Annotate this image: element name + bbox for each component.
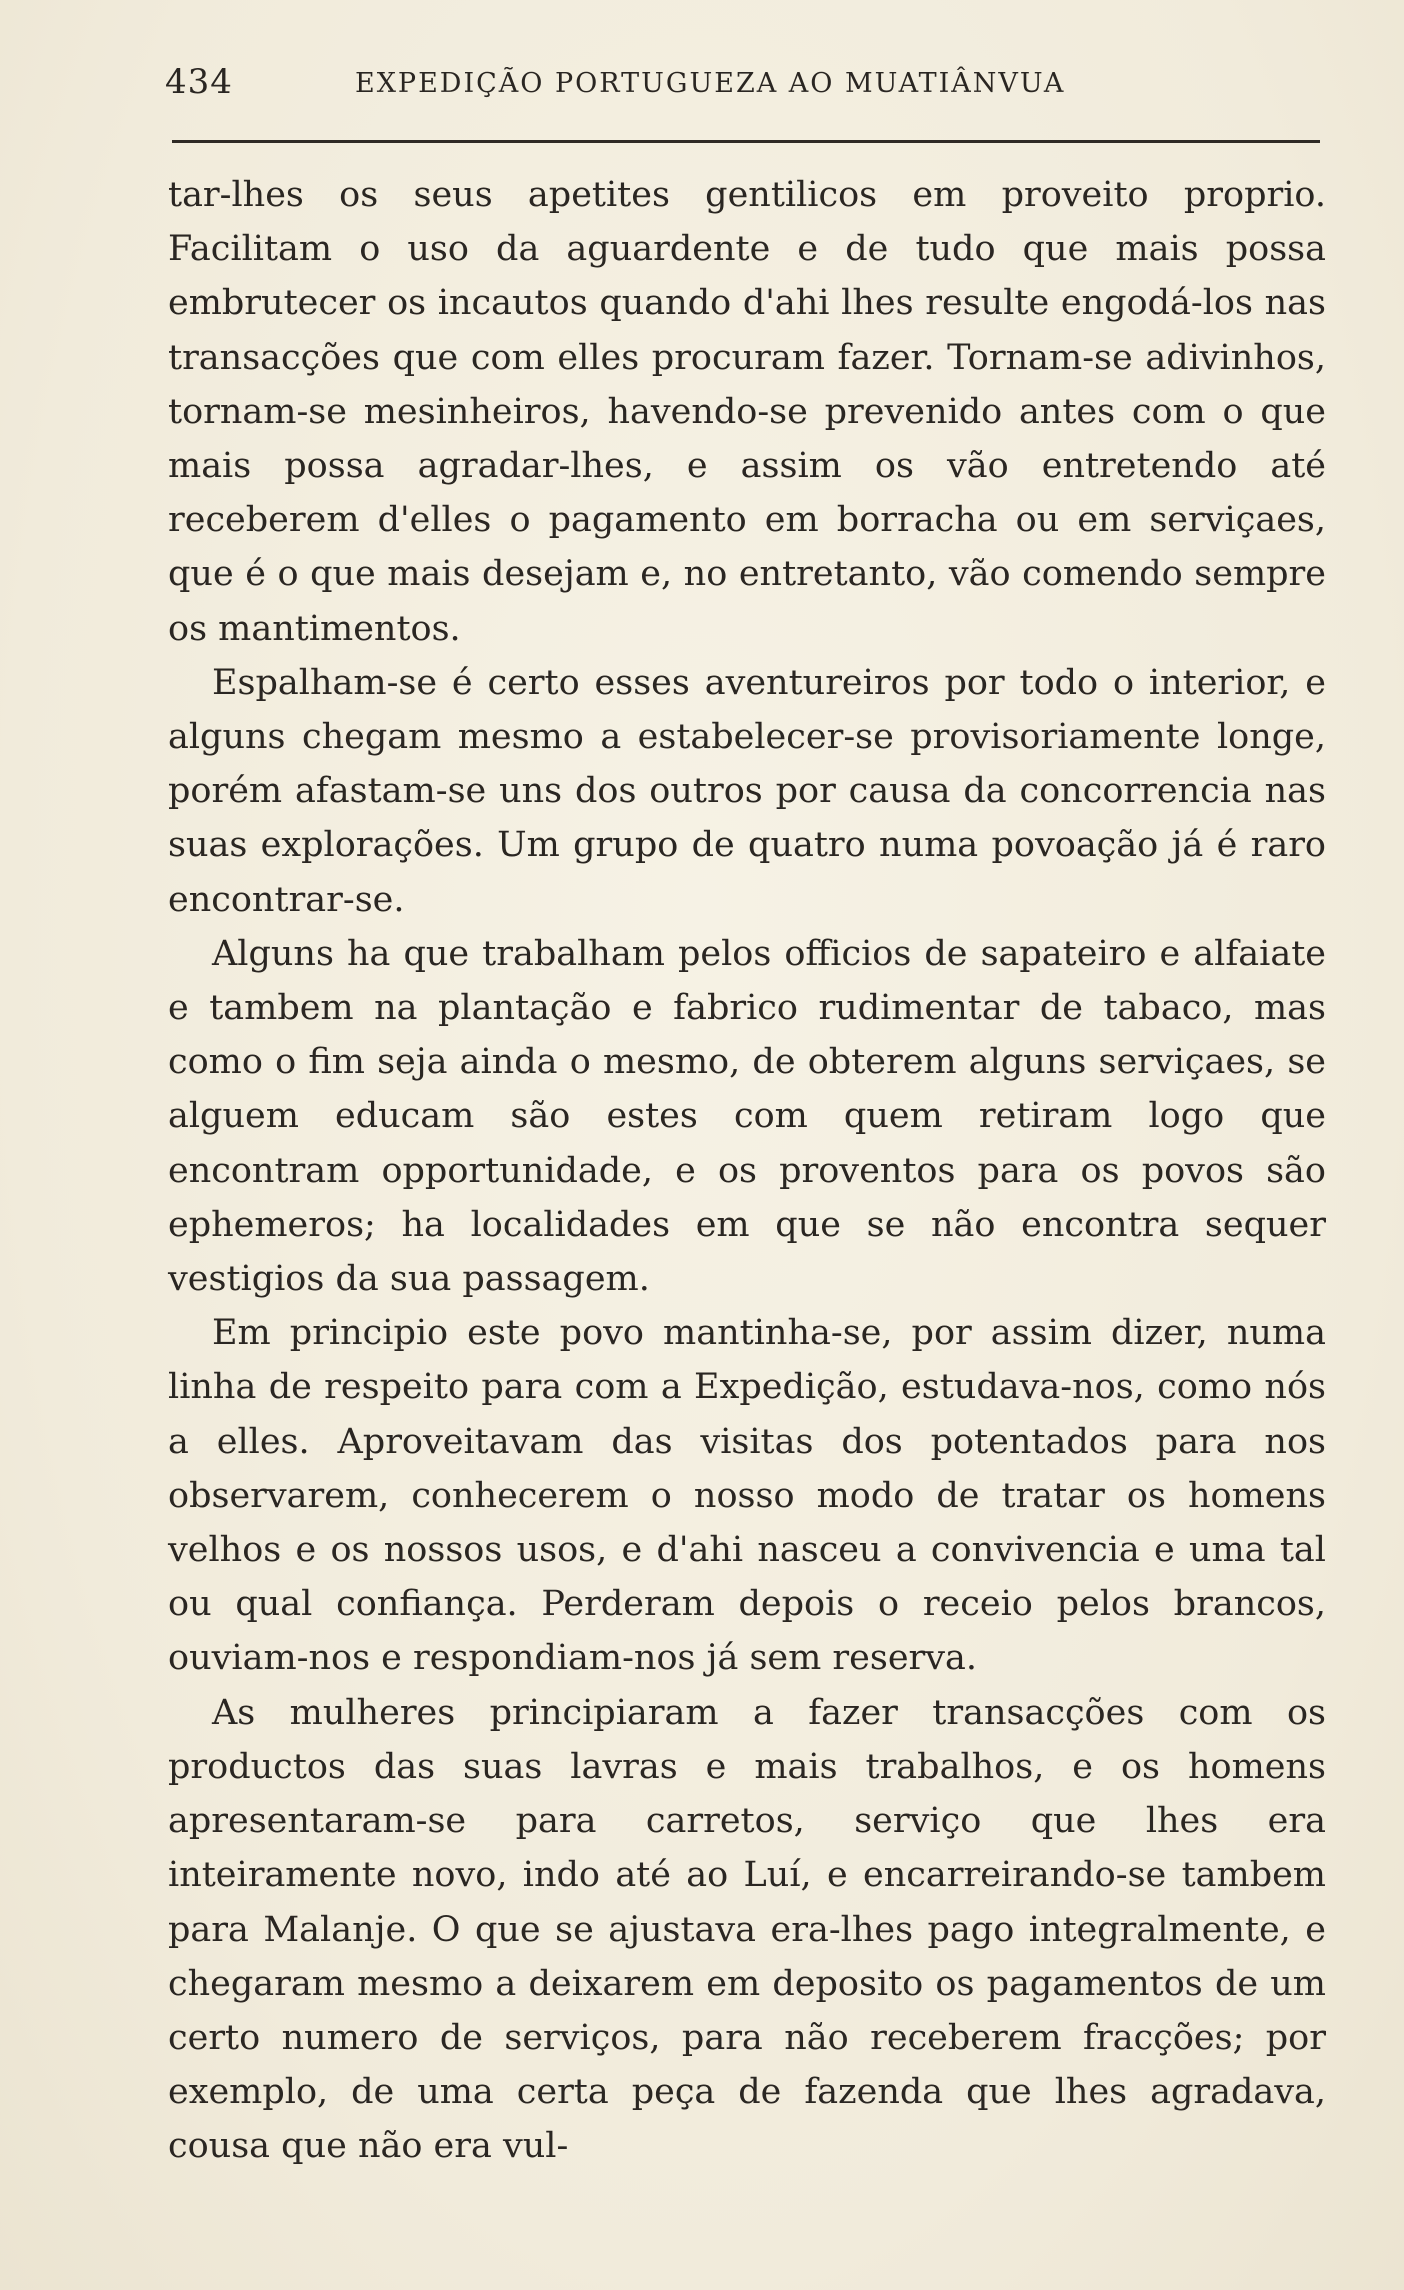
paragraph: As mulheres principiaram a fazer transacções com os productos das suas lavras e mais trabalhos, e os homens apresentaram-se para carretos, serviço que lhes era inteiramente novo, indo até ao Luí, e encarreirando-se tambem para Malanje. O que se ajustava era-lhes pago integralmente, e chegaram mesmo a deixarem em deposito os pagamentos de um certo numero de serviços, para não receberem fracções; por exemplo, de uma certa peça de fazenda que lhes agradava, cousa que não era vul-: [168, 1692, 1326, 2167]
paragraph: tar-lhes os seus apetites gentilicos em proveito proprio. Facilitam o uso da aguardente e de tudo que mais possa embrutecer os incautos quando d'ahi lhes resulte engodá-los nas transacções que com elles procuram fazer. Tornam-se adivinhos, tornam-se mesinheiros, havendo-se prevenido antes com o que mais possa agradar-lhes, e assim os vão entretendo até receberem d'elles o pagamento em borracha ou em serviçaes, que é o que mais desejam e, no entretanto, vão comendo sempre os mantimentos.: [168, 175, 1326, 649]
page-header: [165, 62, 1325, 112]
paragraph: Alguns ha que trabalham pelos officios de sapateiro e alfaiate e tambem na plantação e fabrico rudimentar de tabaco, mas como o fim seja ainda o mesmo, de obterem alguns serviçaes, se alguem educam são estes com quem retiram logo que encontram opportunidade, e os proventos para os povos são ephemeros; ha localidades em que se não encontra sequer vestigios da sua passagem.: [168, 933, 1326, 1300]
running-title: EXPEDIÇÃO PORTUGUEZA AO MUATIÂNVUA: [355, 68, 1066, 99]
header-rule: [172, 140, 1320, 143]
body-text: [168, 168, 1326, 2174]
paragraph: Espalham-se é certo esses aventureiros por todo o interior, e alguns chegam mesmo a estabelecer-se provisoriamente longe, porém afastam-se uns dos outros por causa da concorrencia nas suas explorações. Um grupo de quatro numa povoação já é raro encontrar-se.: [168, 662, 1326, 920]
page-number: 434: [165, 62, 233, 102]
paragraph: Em principio este povo mantinha-se, por assim dizer, numa linha de respeito para com a Expedição, estudava-nos, como nós a elles. Aproveitavam das visitas dos potentados para nos observarem, conhecerem o nosso modo de tratar os homens velhos e os nossos usos, e d'ahi nasceu a convivencia e uma tal ou qual confiança. Perderam depois o receio pelos brancos, ouviam-nos e respondiam-nos já sem reserva.: [168, 1313, 1326, 1679]
